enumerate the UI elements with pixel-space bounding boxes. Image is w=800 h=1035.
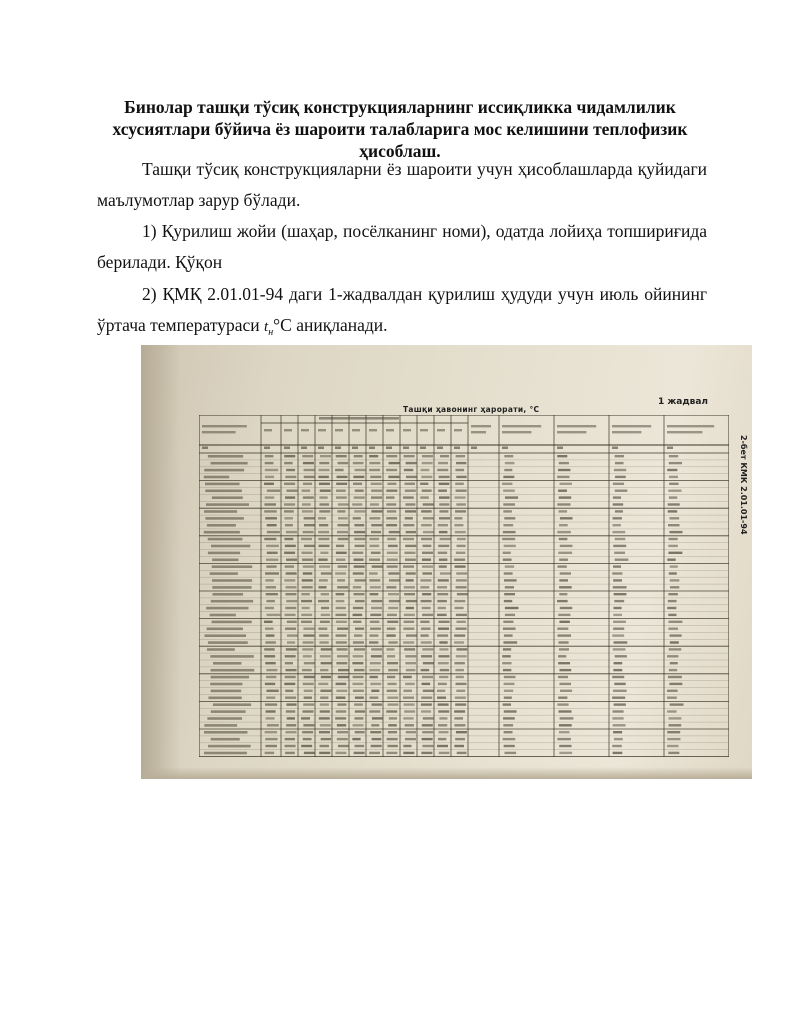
paragraph-intro: Ташқи тўсиқ конструкцияларни ёз шароити учун ҳисоблашларда қуйидаги маълумотлар зарур бўлади. [97,159,707,210]
scan-table-grid [199,415,729,757]
scan-sheet-label: 1 жадвал [657,397,708,407]
paragraph-item-2 [97,279,707,348]
scanned-table-photo [141,345,752,779]
temperature-unit: °C [273,315,292,335]
page-title: Бинолар ташқи тўсиқ конструкцияларнинг иссиқликка чидамлилик хсусиятлари бўйича ёз шароити талабларига мос келишини теплофизик ҳисоблаш. [112,97,688,161]
photo-bottom-edge [141,767,752,779]
temperature-symbol [264,319,274,338]
scan-side-code: 2-бет КМК 2.01.01-94 [739,435,748,535]
temperature-symbol-subscript: н [268,327,274,338]
temperature-symbol-letter: t [264,319,269,335]
paragraph-item-2-text: 2) ҚМҚ 2.01.01-94 даги 1-жадвалдан қурилиш ҳудуди учун июль ойининг ўртача температураси [97,284,707,335]
scan-table-title: Ташқи ҳавонинг ҳарорати, °C [403,405,540,414]
paragraph-item-2-ending: аниқланади. [291,315,388,335]
photo-shadow-edge [141,345,181,779]
paragraph-item-1: 1) Қурилиш жойи (шаҳар, посёлканинг номи), одатда лойиҳа топшириғида берилади. Қўқон [97,221,707,272]
